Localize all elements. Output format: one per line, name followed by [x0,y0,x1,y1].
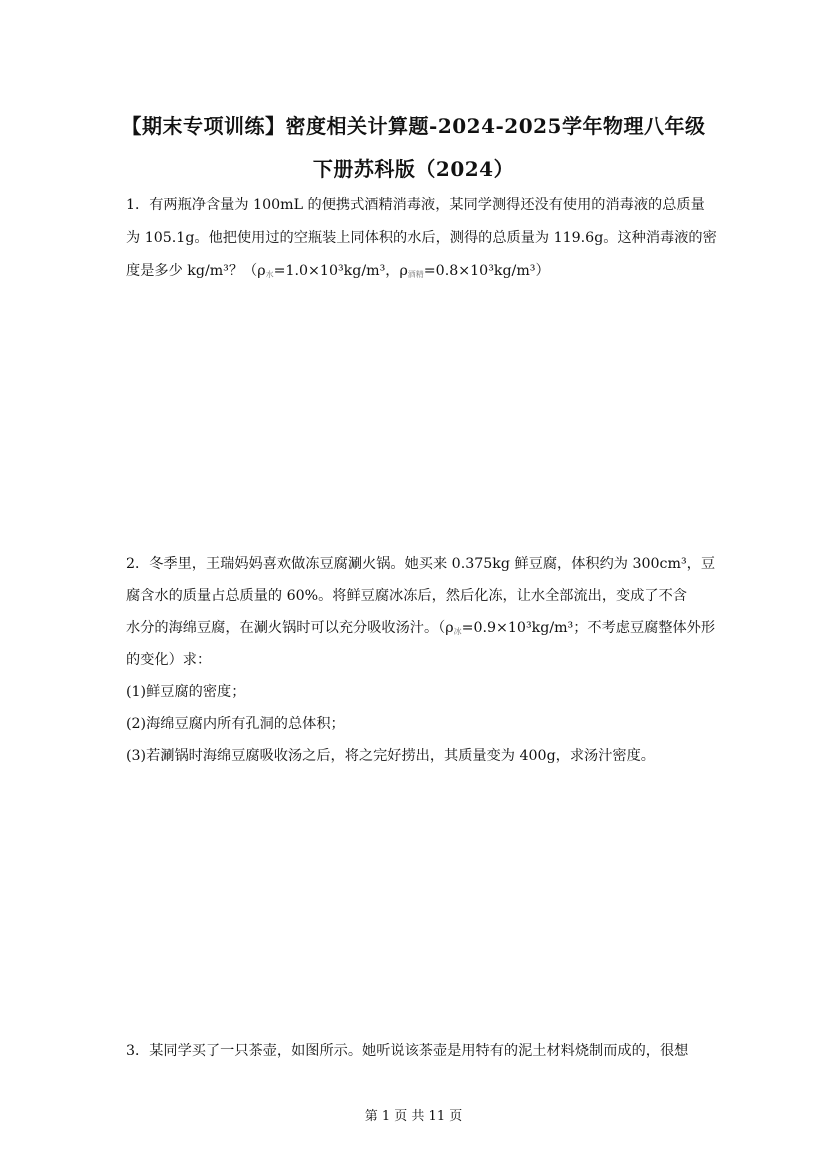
question-3-line-1: 3．某同学买了一只茶壶，如图所示。她听说该茶壶是用特有的泥土材料烧制而成的，很想 [126,1043,689,1059]
document-title-line-1: 【期末专项训练】密度相关计算题-2024-2025学年物理八年级 [121,114,706,138]
question-2-text: =0.9×10³kg/m³；不考虑豆腐整体外形 [461,620,716,636]
question-2-subquestion-1: (1)鲜豆腐的密度； [126,684,246,700]
subscript-alcohol: 酒精 [407,270,424,279]
question-1-line-2: 为 105.1g。他把使用过的空瓶装上同体积的水后，测得的总质量为 119.6g。这种消毒液的密 [126,230,717,246]
question-1-text: =1.0×10³kg/m³，ρ [273,263,408,279]
question-2-line-4: 的变化）求： [126,652,212,668]
subscript-water: 水 [265,270,274,279]
question-1-line-1: 1．有两瓶净含量为 100mL 的便携式酒精消毒液，某同学测得还没有使用的消毒液的总质量 [126,197,705,213]
subscript-ice: 冰 [453,627,462,636]
question-2-line-2: 腐含水的质量占总质量的 60%。将鲜豆腐冰冻后，然后化冻，让水全部流出，变成了不含 [126,588,687,604]
question-1-text: 度是多少 kg/m³？（ρ [126,263,266,279]
question-2-text: 水分的海绵豆腐，在涮火锅时可以充分吸收汤汁。（ρ [126,620,454,636]
question-2-line-1: 2．冬季里，王瑞妈妈喜欢做冻豆腐涮火锅。她买来 0.375kg 鲜豆腐，体积约为 300cm³，豆 [126,556,716,572]
question-1-line-3 [126,260,550,280]
question-2-subquestion-2: (2)海绵豆腐内所有孔洞的总体积； [126,716,345,732]
document-title-line-2: 下册苏科版（2024） [312,157,515,181]
question-2-line-3 [126,617,715,637]
question-1-text: =0.8×10³kg/m³） [423,263,550,279]
page-footer: 第 1 页 共 11 页 [364,1109,463,1124]
question-2-subquestion-3: (3)若涮锅时海绵豆腐吸收汤之后，将之完好捞出，其质量变为 400g，求汤汁密度。 [126,748,655,764]
